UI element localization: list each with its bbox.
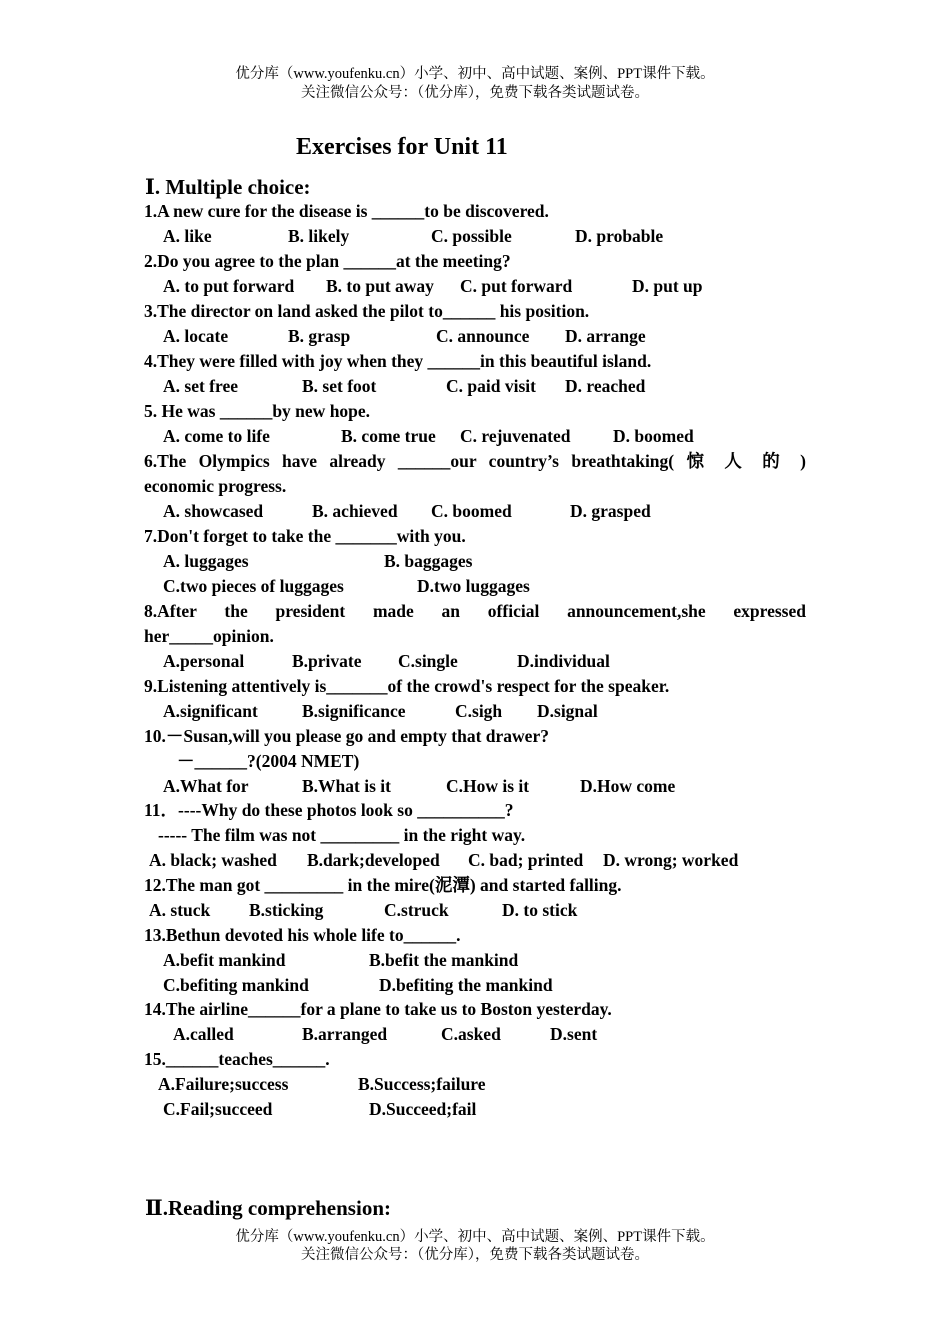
question-5-option-c: C. rejuvenated [460,426,571,446]
question-2-option-a: A. to put forward [163,276,295,296]
question-7-option-b: B. baggages [384,551,473,571]
question-11-option-a: A. black; washed [149,850,277,870]
question-3-option-d: D. arrange [565,326,646,346]
question-8-option-d: D.individual [517,651,610,671]
question-3-stem: 3.The director on land asked the pilot to______ his position. [144,301,590,321]
question-2-option-b: B. to put away [326,276,434,296]
question-9-option-a: A.significant [163,701,258,721]
question-7-option-a: A. luggages [163,551,249,571]
question-14-option-a: A.called [173,1024,234,1044]
question-9-option-d: D.signal [537,701,598,721]
question-15-option-b: B.Success;failure [358,1074,486,1094]
question-6-stem-line-2: economic progress. [144,476,287,496]
question-13-option-a: A.befit mankind [163,950,286,970]
question-8-option-c: C.single [398,651,458,671]
question-11-stem-line-1: 11．----Why do these photos look so __________? [144,800,514,820]
question-7-option-d: D.two luggages [417,576,530,596]
question-1-option-d: D. probable [575,226,664,246]
page-footer-line-1: 优分库（www.youfenku.cn）小学、初中、高中试题、案例、PPT课件下载。 [235,1229,715,1245]
question-5-option-b: B. come true [341,426,436,446]
question-6-option-b: B. achieved [312,501,398,521]
question-6-option-a: A. showcased [163,501,264,521]
question-10-stem-line-1: 10.－Susan,will you please go and empty that drawer? [144,726,549,746]
question-1-option-b: B. likely [288,226,350,246]
question-12-option-c: C.struck [384,900,449,920]
question-4-option-d: D. reached [565,376,646,396]
question-13-stem: 13.Bethun devoted his whole life to______. [144,925,461,945]
question-3-option-b: B. grasp [288,326,351,346]
question-13-option-b: B.befit the mankind [369,950,519,970]
question-5-option-d: D. boomed [613,426,694,446]
question-13-option-d: D.befiting the mankind [379,975,553,995]
question-1-stem: 1.A new cure for the disease is ______to be discovered. [144,201,549,221]
question-11-stem-line-2: ----- The film was not _________ in the right way. [158,825,526,845]
question-12-option-b: B.sticking [249,900,324,920]
question-6-stem-line-1: 6.The Olympics have already ______our country’s breathtaking( 惊 人 的 ) [144,451,806,471]
question-11-option-d: D. wrong; worked [603,850,739,870]
question-4-option-c: C. paid visit [446,376,536,396]
question-7-option-c: C.two pieces of luggages [163,576,344,596]
question-4-option-a: A. set free [163,376,238,396]
question-9-option-b: B.significance [302,701,406,721]
question-12-option-a: A. stuck [149,900,211,920]
question-2-option-d: D. put up [632,276,703,296]
question-8-stem-line-2: her_____opinion. [144,626,274,646]
question-8-stem-line-1: 8.After the president made an official announcement,she expressed [144,601,806,621]
question-1-option-c: C. possible [431,226,512,246]
question-15-stem: 15.______teaches______. [144,1049,330,1069]
section-heading-reading-comprehension: Ⅱ.Reading comprehension: [145,1196,391,1220]
question-3-option-c: C. announce [436,326,530,346]
question-15-option-d: D.Succeed;fail [369,1099,477,1119]
question-14-stem: 14.The airline______for a plane to take us to Boston yesterday. [144,999,612,1019]
question-7-stem: 7.Don't forget to take the _______with you. [144,526,466,546]
page-title: Exercises for Unit 11 [296,134,508,160]
question-12-option-d: D. to stick [502,900,578,920]
question-9-option-c: C.sigh [455,701,503,721]
question-3-option-a: A. locate [163,326,229,346]
question-11-option-b: B.dark;developed [307,850,440,870]
question-10-option-b: B.What is it [302,776,391,796]
page-footer-line-2: 关注微信公众号：（优分库），免费下载各类试题试卷。 [301,1247,649,1263]
question-10-stem-line-2: －______?(2004 NMET) [177,751,360,771]
question-14-option-b: B.arranged [302,1024,388,1044]
question-1-option-a: A. like [163,226,212,246]
question-12-stem: 12.The man got _________ in the mire(泥潭) and started falling. [144,875,622,895]
question-8-option-b: B.private [292,651,362,671]
question-4-stem: 4.They were filled with joy when they ______in this beautiful island. [144,351,652,371]
question-10-option-a: A.What for [163,776,249,796]
question-2-stem: 2.Do you agree to the plan ______at the meeting? [144,251,511,271]
question-6-option-c: C. boomed [431,501,512,521]
question-2-option-c: C. put forward [460,276,573,296]
page-header-line-2: 关注微信公众号：（优分库），免费下载各类试题试卷。 [301,85,649,101]
question-10-option-d: D.How come [580,776,676,796]
question-15-option-c: C.Fail;succeed [163,1099,273,1119]
question-11-option-c: C. bad; printed [468,850,584,870]
question-14-option-d: D.sent [550,1024,598,1044]
question-10-option-c: C.How is it [446,776,530,796]
question-5-stem: 5. He was ______by new hope. [144,401,371,421]
question-8-option-a: A.personal [163,651,245,671]
question-6-option-d: D. grasped [570,501,651,521]
question-4-option-b: B. set foot [302,376,377,396]
question-14-option-c: C.asked [441,1024,501,1044]
section-heading-multiple-choice: Ⅰ. Multiple choice: [145,175,311,199]
question-15-option-a: A.Failure;success [158,1074,289,1094]
page-header-line-1: 优分库（www.youfenku.cn）小学、初中、高中试题、案例、PPT课件下载。 [235,66,715,82]
question-9-stem: 9.Listening attentively is_______of the crowd's respect for the speaker. [144,676,670,696]
question-5-option-a: A. come to life [163,426,270,446]
question-13-option-c: C.befiting mankind [163,975,309,995]
